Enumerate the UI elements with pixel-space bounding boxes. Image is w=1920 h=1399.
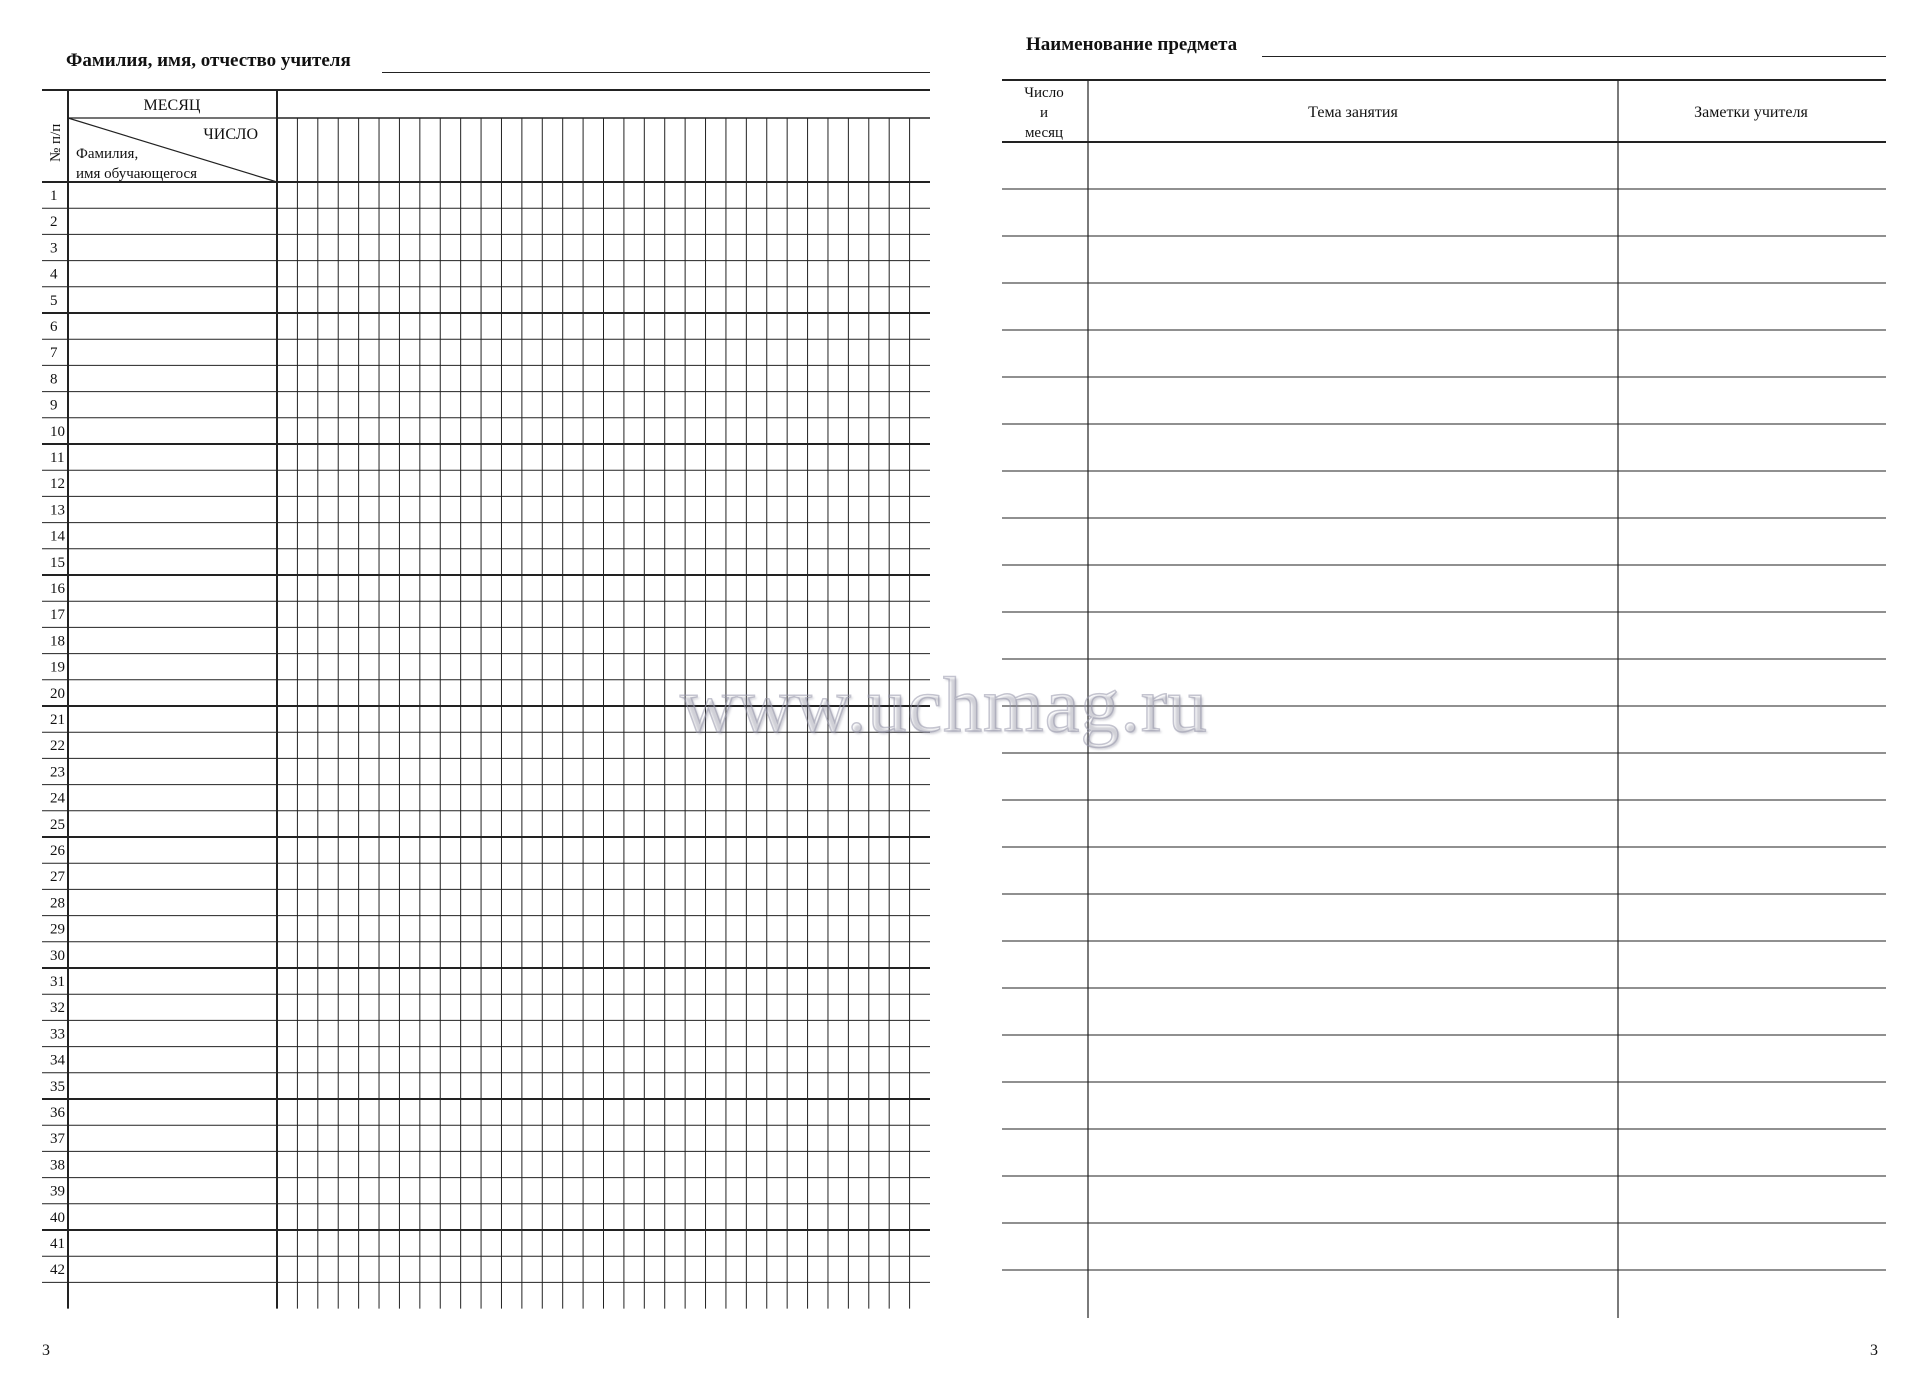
row-number: 34: [50, 1052, 65, 1069]
day-header: ЧИСЛО: [203, 126, 258, 143]
row-number: 14: [50, 528, 65, 545]
row-number: 23: [50, 764, 65, 781]
row-number: 15: [50, 554, 65, 571]
row-number: 30: [50, 947, 65, 964]
row-number: 28: [50, 895, 65, 912]
row-number: 25: [50, 816, 65, 833]
teacher-name-label: Фамилия, имя, отчество учителя: [66, 50, 351, 71]
row-number: 42: [50, 1262, 65, 1279]
date-column-header-line2: и: [1039, 105, 1049, 121]
watermark: www.uchmag.ru: [680, 661, 1208, 748]
row-number: 9: [50, 397, 58, 414]
row-number: 5: [50, 292, 58, 309]
row-number: 18: [50, 633, 65, 650]
student-name-header-line1: Фамилия,: [76, 146, 139, 162]
row-number: 11: [50, 450, 65, 466]
row-number: 32: [50, 1000, 65, 1017]
row-number: 35: [50, 1078, 65, 1095]
date-column-header-line1: Число: [1024, 85, 1064, 101]
row-number: 27: [50, 869, 65, 886]
row-number: 24: [50, 790, 65, 807]
right-page-number: 3: [1870, 1342, 1878, 1359]
row-number: 16: [50, 581, 65, 597]
row-number: 33: [50, 1026, 65, 1043]
row-number: 19: [50, 659, 65, 676]
row-number: 41: [50, 1236, 65, 1252]
row-number: 17: [50, 607, 65, 624]
month-header: МЕСЯЦ: [143, 97, 201, 114]
subject-name-label: Наименование предмета: [1026, 34, 1238, 55]
row-number: 4: [50, 266, 58, 283]
row-number: 6: [50, 319, 58, 335]
row-number-header: № п/п: [48, 123, 64, 162]
row-number: 1: [50, 188, 58, 204]
row-number: 36: [50, 1105, 65, 1121]
row-number: 40: [50, 1209, 65, 1226]
row-number: 37: [50, 1131, 65, 1148]
row-number: 20: [50, 685, 65, 702]
row-number: 22: [50, 738, 65, 755]
notes-column-header: Заметки учителя: [1694, 104, 1808, 121]
row-number: 3: [50, 240, 58, 257]
date-column-header-line3: месяц: [1024, 125, 1064, 141]
row-number: 38: [50, 1157, 65, 1174]
row-number: 26: [50, 843, 65, 859]
topic-column-header: Тема занятия: [1308, 104, 1398, 121]
row-number: 10: [50, 423, 65, 440]
row-number: 31: [50, 974, 65, 990]
row-number: 21: [50, 712, 65, 728]
row-number: 7: [50, 345, 58, 362]
row-number: 12: [50, 476, 65, 493]
left-page-number: 3: [42, 1342, 50, 1359]
row-number: 39: [50, 1183, 65, 1200]
student-name-header-line2: имя обучающегося: [76, 166, 198, 182]
row-number: 8: [50, 371, 58, 388]
row-number: 29: [50, 921, 65, 938]
row-number: 13: [50, 502, 65, 519]
row-number: 2: [50, 214, 58, 231]
